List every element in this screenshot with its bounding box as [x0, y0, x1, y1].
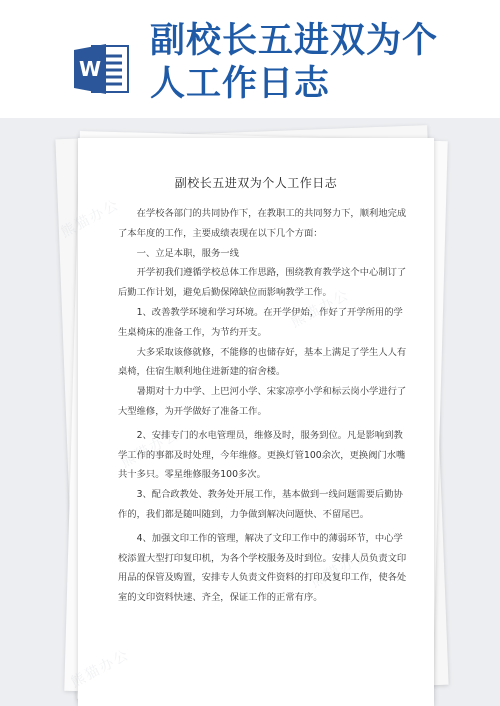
watermark: 熊猫办公: [308, 546, 373, 591]
banner-title: 副校长五进双为个人工作日志: [150, 21, 439, 104]
word-icon-letter: W: [78, 57, 102, 81]
document-title: 副校长五进双为个人工作日志: [174, 176, 338, 190]
paragraph: 大多采取该修就修，不能修的也储存好，基本上满足了学生人人有桌椅，住宿生顺利地住进新建的宿舍楼。: [118, 346, 407, 378]
paragraph: 暑期对十力中学、上巴河小学、宋家凉亭小学和标云岗小学进行了大型维修，为开学做好了准备工作。: [118, 386, 407, 417]
watermark: 熊猫办公: [118, 426, 183, 471]
word-document-icon: [72, 40, 130, 98]
watermark: 熊猫办公: [68, 646, 133, 691]
paragraph: 3、配合政教处、教务处开展工作，基本做到一线问题需要后勤协作的，我们都是随叫随到，力争做到解决问题快、不留尾巴。: [118, 489, 403, 520]
paragraph: 4、加强文印工作的管理，解决了文印工作中的薄弱环节，中心学校添置大型打印复印机，为各个学校服务及时到位。安排人员负责文印用品的保管及购置，安排专人负责文件资料的打印及复印工作，使各处室的文印资料快速、齐全，保证工作的正常有序。: [118, 532, 407, 604]
paragraph: 在学校各部门的共同协作下，在教职工的共同努力下，顺利地完成了本年度的工作，主要成绩表现在以下几个方面：: [118, 208, 407, 239]
paragraph: 开学初我们遵循学校总体工作思路，围绕教育教学这个中心制订了后勤工作计划，避免后勤保障缺位而影响教学工作。: [118, 267, 407, 299]
header-banner: [0, 0, 500, 118]
document-page: [58, 138, 434, 706]
section-heading: 一、立足本职，服务一线: [136, 247, 239, 259]
document-body: [118, 204, 410, 608]
paragraph: 1、改善教学环境和学习环境。在开学伊始，作好了开学所用的学生桌椅床的准备工作，为节约开支。: [118, 306, 403, 338]
watermark: 熊猫办公: [58, 196, 123, 241]
paragraph: 2、安排专门的水电管理员，维修及时，服务到位。凡是影响到教学工作的事都及时处理，今年维修。更换灯管100余次，更换阀门水嘴共十多只。零星维修服务100多次。: [118, 429, 406, 481]
watermark: 熊猫办公: [288, 286, 353, 331]
